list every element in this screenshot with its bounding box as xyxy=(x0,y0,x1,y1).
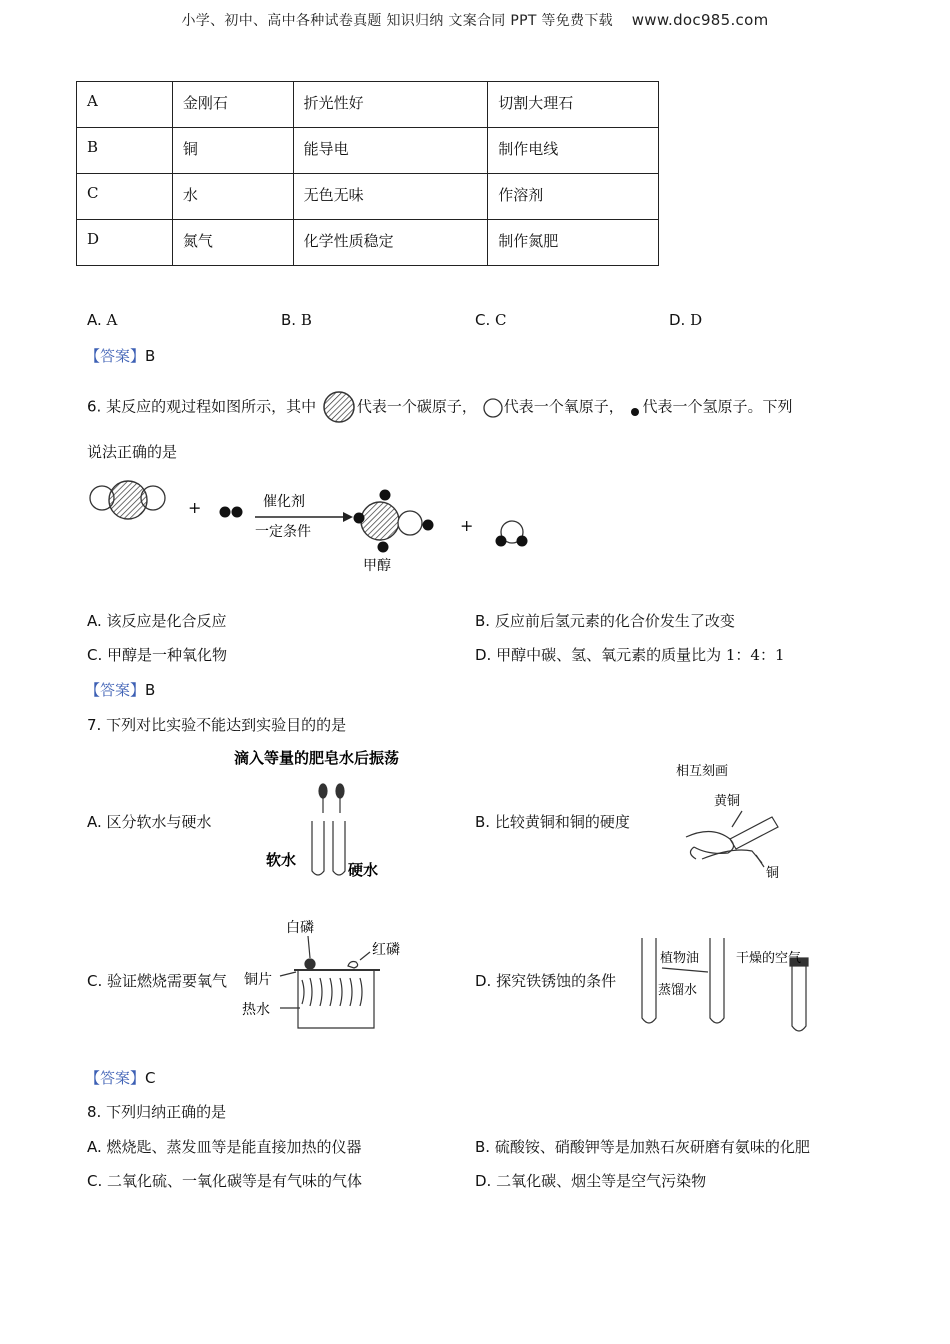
q6-option-b[interactable]: B. 反应前后氢元素的化合价发生了改变 xyxy=(475,612,735,630)
table-cell: 能导电 xyxy=(293,128,488,174)
q5-option-a[interactable]: A. A xyxy=(87,311,118,329)
figure-rust-test xyxy=(632,932,817,1038)
fig-a-title: 滴入等量的肥皂水后振荡 xyxy=(234,749,400,767)
fig-d-water: 蒸馏水 xyxy=(658,983,698,998)
table-cell: 氮气 xyxy=(172,220,293,266)
header-text: 小学、初中、高中各种试卷真题 知识归纳 文案合同 PPT 等免费下载 xyxy=(181,13,613,29)
fig-c-hot-water: 热水 xyxy=(242,1002,270,1018)
table-cell: C xyxy=(77,174,173,220)
fig-b-top: 相互刻画 xyxy=(676,764,729,779)
table-cell: 无色无味 xyxy=(293,174,488,220)
methanol-label: 甲醇 xyxy=(363,558,391,574)
oxygen-atom-icon xyxy=(482,396,504,418)
fig-c-white-phosphorus: 白磷 xyxy=(286,920,314,936)
q6-option-a[interactable]: A. 该反应是化合反应 xyxy=(87,612,227,630)
table-cell: 折光性好 xyxy=(293,82,488,128)
h2o-molecule xyxy=(496,521,528,547)
q5-option-d[interactable]: D. D xyxy=(669,311,703,329)
table-cell: 铜 xyxy=(172,128,293,174)
table-cell: 化学性质稳定 xyxy=(293,220,488,266)
table-row xyxy=(77,128,659,174)
fig-a-hard-water: 硬水 xyxy=(348,861,379,879)
q8-option-b[interactable]: B. 硫酸铵、硝酸钾等是加熟石灰研磨有氨味的化肥 xyxy=(475,1138,810,1156)
table-cell: D xyxy=(77,220,173,266)
q6-option-d[interactable]: D. 甲醇中碳、氢、氧元素的质量比为 1：4：1 xyxy=(475,646,785,664)
table-cell: 制作氮肥 xyxy=(488,220,659,266)
q6-answer: 【答案】B xyxy=(85,681,156,699)
hydrogen-atom-icon xyxy=(628,396,642,418)
q7-stem: 7. 下列对比实验不能达到实验目的的是 xyxy=(87,716,347,734)
q8-option-d[interactable]: D. 二氧化碳、烟尘等是空气污染物 xyxy=(475,1172,707,1190)
catalyst-label: 催化剂 xyxy=(263,494,305,510)
fig-a-soft-water: 软水 xyxy=(266,851,297,869)
q8-option-c[interactable]: C. 二氧化硫、一氧化碳等是有气味的气体 xyxy=(87,1172,363,1190)
q6-stem-line2: 说法正确的是 xyxy=(87,443,178,461)
table-cell: 水 xyxy=(172,174,293,220)
table-row xyxy=(77,220,659,266)
co2-molecule xyxy=(90,481,165,519)
carbon-atom-icon xyxy=(321,390,357,424)
q5-option-b[interactable]: B. B xyxy=(281,311,312,329)
methanol-molecule xyxy=(354,490,434,553)
figure-combustion xyxy=(240,912,415,1034)
plus-sign: + xyxy=(188,498,202,517)
reaction-arrowhead xyxy=(343,512,353,522)
figure-soap-water xyxy=(232,743,452,885)
q5-answer: 【答案】B xyxy=(85,347,156,365)
fig-b-copper: 铜 xyxy=(766,866,780,881)
table-row xyxy=(77,174,659,220)
figure-scratch-test xyxy=(672,755,802,885)
fig-d-air: 干燥的空气 xyxy=(736,951,802,966)
q6-option-c[interactable]: C. 甲醇是一种氧化物 xyxy=(87,646,228,664)
q6-stem: 6. 某反应的观过程如图所示，其中 代表一个碳原子， 代表一个氧原子， 代表一个氢原子。下列 xyxy=(87,390,793,424)
fig-d-oil: 植物油 xyxy=(660,951,700,966)
table-cell: 切割大理石 xyxy=(488,82,659,128)
q7-option-a[interactable]: A. 区分软水与硬水 xyxy=(87,813,212,831)
reaction-diagram xyxy=(85,478,545,580)
fig-c-copper-sheet: 铜片 xyxy=(244,972,272,988)
fig-b-brass: 黄铜 xyxy=(714,794,741,809)
table-cell: A xyxy=(77,82,173,128)
table-row xyxy=(77,82,659,128)
table-cell: 金刚石 xyxy=(172,82,293,128)
header-site: www.doc985.com xyxy=(631,11,769,29)
q7-option-d[interactable]: D. 探究铁锈蚀的条件 xyxy=(475,972,617,990)
q8-stem: 8. 下列归纳正确的是 xyxy=(87,1103,227,1121)
plus-sign: + xyxy=(460,516,474,535)
h2-molecule xyxy=(220,507,243,518)
q7-option-c[interactable]: C. 验证燃烧需要氧气 xyxy=(87,972,228,990)
table-cell: B xyxy=(77,128,173,174)
property-table xyxy=(76,81,659,266)
q7-option-b[interactable]: B. 比较黄铜和铜的硬度 xyxy=(475,813,630,831)
table-cell: 制作电线 xyxy=(488,128,659,174)
q7-answer: 【答案】C xyxy=(85,1069,156,1087)
page-header xyxy=(0,10,950,30)
condition-label: 一定条件 xyxy=(255,524,311,540)
table-cell: 作溶剂 xyxy=(488,174,659,220)
q5-option-c[interactable]: C. C xyxy=(475,311,507,329)
fig-c-red-phosphorus: 红磷 xyxy=(372,942,400,958)
q8-option-a[interactable]: A. 燃烧匙、蒸发皿等是能直接加热的仪器 xyxy=(87,1138,362,1156)
